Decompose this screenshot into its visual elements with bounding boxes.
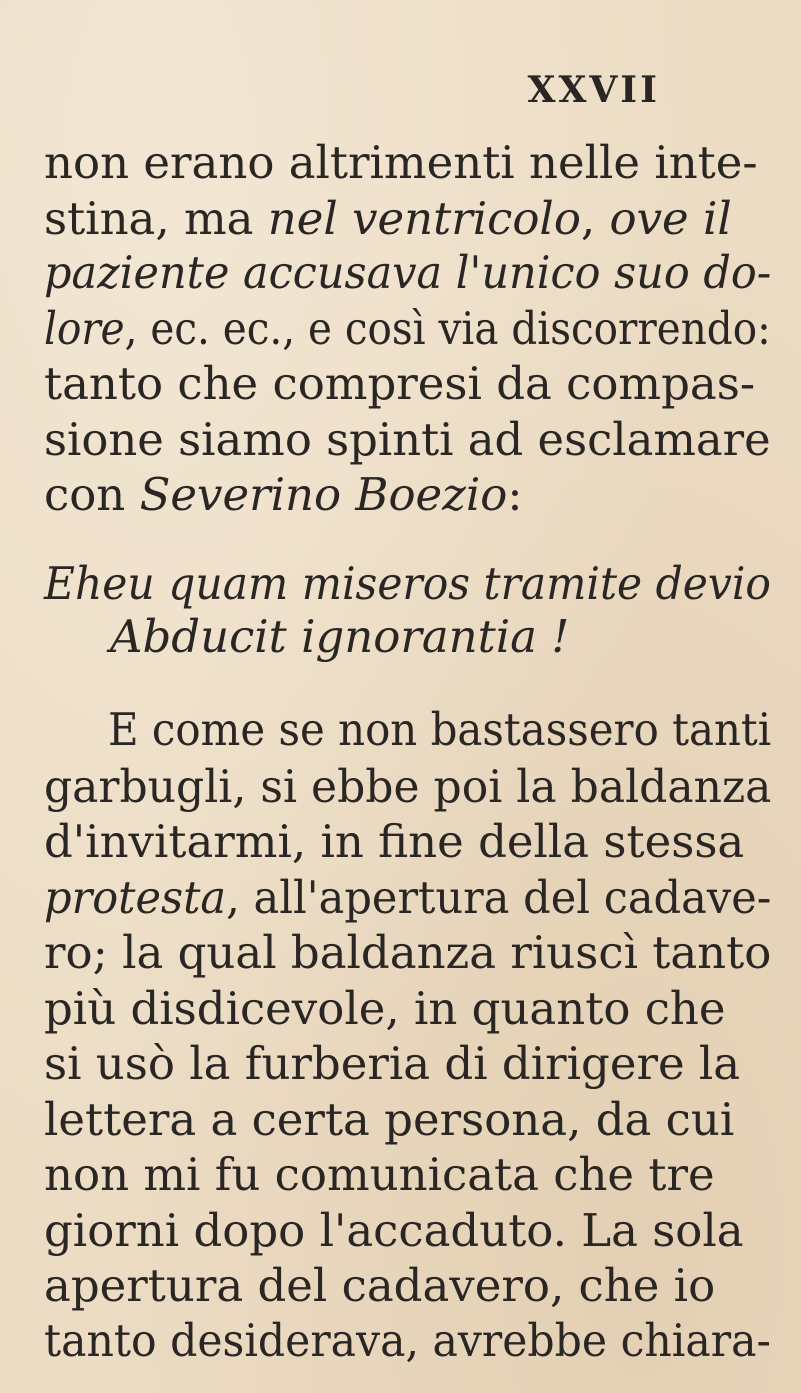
text-segment: E come se non bastassero tanti <box>108 703 772 757</box>
text-segment: stina, ma <box>44 191 268 245</box>
text-segment: apertura del cadavero, che io <box>44 1258 716 1312</box>
text-line <box>44 191 732 245</box>
text-segment: lettera a certa persona, da cui <box>44 1092 735 1146</box>
italic-segment: lore <box>44 302 125 356</box>
text-line <box>44 1147 715 1201</box>
text-segment: ro; la qual baldanza riuscì tanto <box>44 926 772 980</box>
text-line <box>44 926 772 980</box>
italic-segment: Severino Boezio <box>139 467 508 521</box>
text-line <box>44 467 523 521</box>
text-segment: , ec. ec., e così via discorrendo: <box>124 302 771 356</box>
text-line <box>44 982 726 1036</box>
italic-segment: ove il <box>609 191 732 245</box>
italic-segment: protesta <box>44 871 227 925</box>
text-segment: sione siamo spinti ad esclamare <box>44 413 771 467</box>
text-line <box>44 1258 716 1312</box>
text-line <box>44 246 772 300</box>
text-line <box>44 1314 771 1367</box>
italic-segment: nel ventricolo <box>267 191 581 245</box>
text-segment: d'invitarmi, in fine della stessa <box>44 815 745 869</box>
text-segment: più disdicevole, in quanto che <box>44 982 726 1036</box>
page-number: XXVII <box>527 69 660 111</box>
text-segment: , <box>580 191 610 245</box>
text-line <box>44 413 771 467</box>
text-segment: garbugli, si ebbe poi la baldanza <box>44 759 772 813</box>
quote-line-1: Eheu quam miseros tramite devio <box>44 557 771 611</box>
text-segment: : <box>507 467 523 521</box>
text-line <box>44 759 772 813</box>
text-segment: tanto che compresi da compas- <box>44 357 756 411</box>
quote-line-2: Abducit ignorantia ! <box>110 609 570 663</box>
text-segment: giorni dopo l'accaduto. La sola <box>44 1203 744 1257</box>
text-line <box>44 1203 744 1257</box>
text-line <box>44 1092 735 1146</box>
text-line <box>44 357 756 411</box>
text-segment: non mi fu comunicata che tre <box>44 1147 715 1201</box>
text-line <box>44 815 745 869</box>
text-segment: tanto desiderava, avrebbe chiara- <box>44 1314 771 1367</box>
text-line <box>44 871 772 925</box>
text-line <box>44 1037 741 1091</box>
text-segment: non erano altrimenti nelle inte- <box>44 136 758 189</box>
text-segment: con <box>44 467 140 521</box>
text-line <box>44 136 758 189</box>
italic-segment: paziente accusava l'unico suo do- <box>44 246 772 300</box>
text-line <box>44 302 771 356</box>
text-line <box>108 703 772 757</box>
text-segment: , all'apertura del cadave- <box>226 871 772 925</box>
text-segment: si usò la furberia di dirigere la <box>44 1037 741 1091</box>
